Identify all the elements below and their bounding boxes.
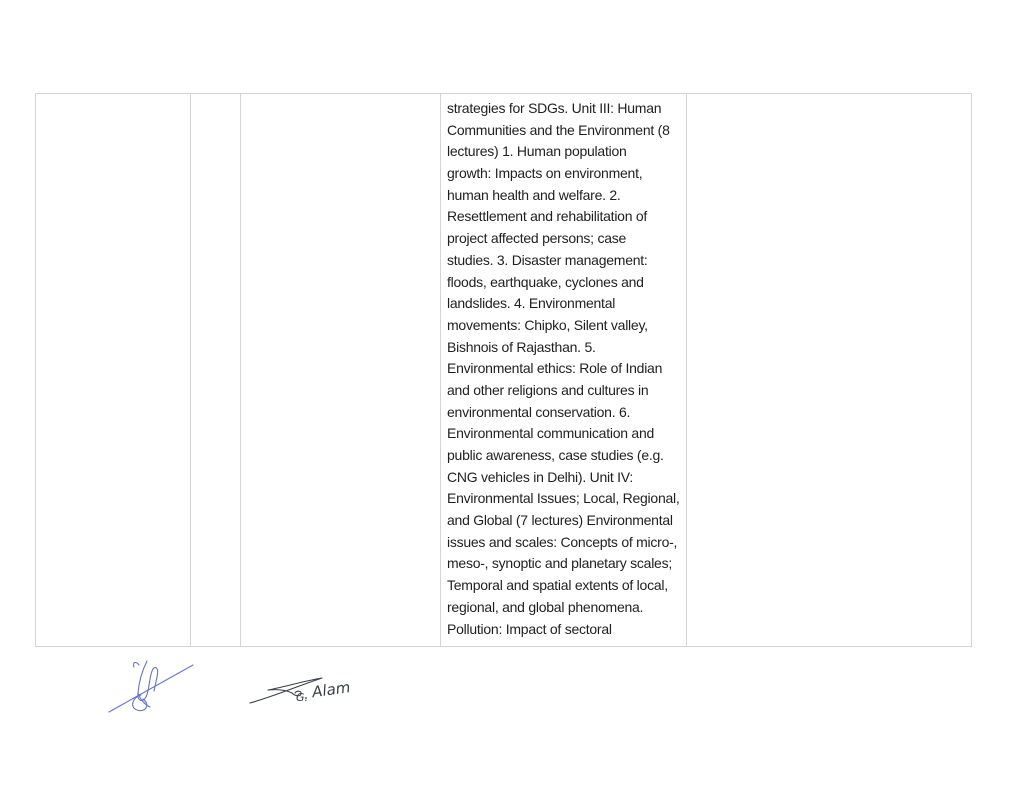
syllabus-text-line: and Global (7 lectures) Environmental	[447, 512, 673, 529]
syllabus-text-line: Bishnois of Rajasthan. 5.	[447, 338, 596, 355]
syllabus-text-line: project affected persons; case	[447, 230, 627, 247]
signature-initial: G.	[296, 691, 309, 704]
syllabus-text-line: floods, earthquake, cyclones and	[447, 273, 644, 290]
table-cell-syllabus-text	[441, 94, 687, 646]
syllabus-text-line: strategies for SDGs. Unit III: Human	[447, 100, 662, 116]
syllabus-text-line: human health and welfare. 2.	[447, 186, 621, 203]
syllabus-text	[441, 94, 686, 646]
syllabus-text-line: meso-, synoptic and planetary scales;	[447, 555, 672, 572]
syllabus-text-line: lectures) 1. Human population	[447, 143, 627, 160]
syllabus-text-line: environmental conservation. 6.	[447, 403, 631, 420]
signature-g-alam-icon	[246, 663, 366, 707]
table-cell-empty-4	[687, 94, 971, 646]
syllabus-text-line: CNG vehicles in Delhi). Unit IV:	[447, 468, 633, 485]
table-cell-empty-1	[36, 94, 191, 646]
table-cell-empty-2	[191, 94, 241, 646]
syllabus-text-line: movements: Chipko, Silent valley,	[447, 316, 648, 333]
signature-name: Alam	[310, 678, 352, 702]
syllabus-text-line: Temporal and spatial extents of local,	[447, 577, 668, 594]
syllabus-table	[35, 93, 972, 647]
syllabus-text-line: growth: Impacts on environment,	[447, 165, 643, 182]
syllabus-text-line: Environmental communication and	[447, 425, 655, 442]
table-cell-empty-3	[241, 94, 441, 646]
syllabus-text-line: and other religions and cultures in	[447, 381, 649, 398]
signature-scribble-icon	[103, 655, 198, 717]
syllabus-text-line: landslides. 4. Environmental	[447, 295, 616, 312]
syllabus-text-line: Resettlement and rehabilitation of	[447, 208, 648, 225]
syllabus-text-line: issues and scales: Concepts of micro-,	[447, 533, 678, 550]
syllabus-text-line: public awareness, case studies (e.g.	[447, 447, 664, 463]
syllabus-text-line: Communities and the Environment (8	[447, 121, 670, 138]
syllabus-text-line: regional, and global phenomena.	[447, 598, 644, 615]
syllabus-text-line: studies. 3. Disaster management:	[447, 251, 648, 268]
syllabus-text-line: Pollution: Impact of sectoral	[447, 620, 612, 637]
syllabus-text-line: Environmental ethics: Role of Indian	[447, 360, 663, 377]
syllabus-text-line: Environmental Issues; Local, Regional,	[447, 490, 680, 507]
